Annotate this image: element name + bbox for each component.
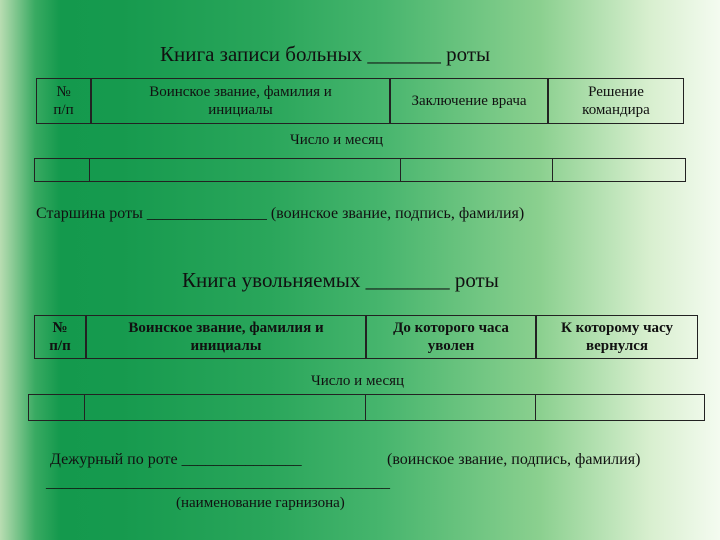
book2-date-label: Число и месяц <box>311 373 405 389</box>
book2-header-number <box>34 315 86 359</box>
book1-row-cell-2 <box>89 158 401 182</box>
book2-header-return-time-text: К которому часу вернулся <box>561 320 673 354</box>
book2-duty-label: Дежурный по роте _______________ <box>50 451 302 468</box>
book2-row-cell-2 <box>84 394 366 421</box>
book2-header-name <box>86 315 366 359</box>
book1-header-number-text: № п/п <box>53 84 74 118</box>
book2-header-leave-time-text: До которого часа уволен <box>393 320 509 354</box>
book2-header-return-time <box>536 315 698 359</box>
book1-header-commander-text: Решение командира <box>582 84 650 118</box>
book2-title: Книга увольняемых ________ роты <box>182 268 499 292</box>
book2-header-number-text: № п/п <box>49 320 71 354</box>
book1-row-cell-1 <box>34 158 90 182</box>
book1-header-doctor <box>390 78 548 124</box>
book2-garrison-line: ___________________________________________ <box>46 474 390 491</box>
book1-date-label: Число и месяц <box>290 132 384 148</box>
book2-row-cell-4 <box>535 394 705 421</box>
book1-footer: Старшина роты _______________ (воинское звание, подпись, фамилия) <box>36 205 525 222</box>
book1-header-commander <box>548 78 684 124</box>
book1-row-cell-4 <box>552 158 686 182</box>
book2-garrison-label: (наименование гарнизона) <box>176 495 345 511</box>
book1-header-name <box>91 78 390 124</box>
book1-header-doctor-text: Заключение врача <box>411 93 527 109</box>
book2-duty-details: (воинское звание, подпись, фамилия) <box>387 451 641 468</box>
book1-row-cell-3 <box>400 158 553 182</box>
book2-header-leave-time <box>366 315 536 359</box>
book2-header-name-text: Воинское звание, фамилия и инициалы <box>128 320 324 354</box>
book2-row-cell-3 <box>365 394 536 421</box>
book2-row-cell-1 <box>28 394 85 421</box>
book1-title: Книга записи больных _______ роты <box>160 42 491 66</box>
book1-header-number <box>36 78 91 124</box>
book1-header-name-text: Воинское звание, фамилия и инициалы <box>149 84 332 118</box>
